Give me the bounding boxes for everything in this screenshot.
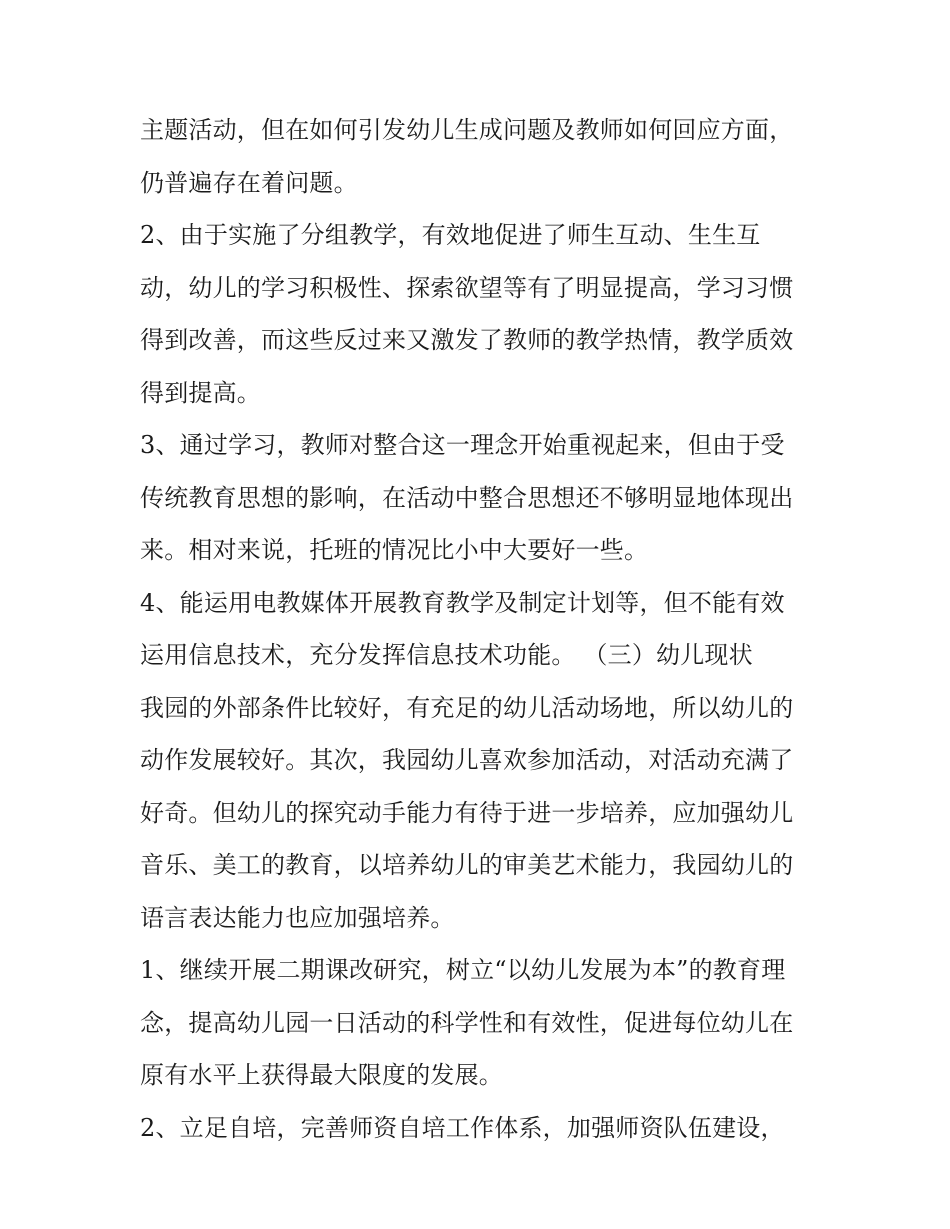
text-line: 语言表达能力也应加强培养。 <box>140 903 455 932</box>
text-line: 念，提高幼儿园一日活动的科学性和有效性，促进每位幼儿在 <box>140 1008 794 1037</box>
text-line: 3、通过学习，教师对整合这一理念开始重视起来，但由于受 <box>140 431 785 459</box>
text-line: 动，幼儿的学习积极性、探索欲望等有了明显提高，学习习惯 <box>140 273 794 302</box>
text-line: 得到改善，而这些反过来又激发了教师的教学热情，教学质效 <box>140 326 794 354</box>
text-line: 传统教育思想的影响，在活动中整合思想还不够明显地体现出 <box>140 483 794 512</box>
text-line: 来。相对来说，托班的情况比小中大要好一些。 <box>140 536 649 564</box>
text-line: 仍普遍存在着问题。 <box>140 168 358 197</box>
text-line: 原有水平上获得最大限度的发展。 <box>140 1061 503 1089</box>
text-line: 我园的外部条件比较好，有充足的幼儿活动场地，所以幼儿的 <box>140 693 794 722</box>
text-line: 动作发展较好。其次，我园幼儿喜欢参加活动，对活动充满了 <box>140 746 794 774</box>
text-line: 音乐、美工的教育，以培养幼儿的审美艺术能力，我园幼儿的 <box>140 851 794 879</box>
body-text <box>140 104 840 1154</box>
text-line: 得到提高。 <box>140 378 261 407</box>
text-line: 1、继续开展二期课改研究，树立“以幼儿发展为本”的教育理 <box>140 956 786 984</box>
text-line: 好奇。但幼儿的探究动手能力有待于进一步培养，应加强幼儿 <box>140 798 794 827</box>
text-line: 2、由于实施了分组教学，有效地促进了师生互动、生生互 <box>140 221 761 249</box>
text-line: 主题活动，但在如何引发幼儿生成问题及教师如何回应方面， <box>140 116 794 144</box>
text-line: 4、能运用电教媒体开展教育教学及制定计划等，但不能有效 <box>140 588 785 617</box>
text-line: 运用信息技术，充分发挥信息技术功能。 （三）幼儿现状 <box>140 641 753 669</box>
text-line: 2、立足自培，完善师资自培工作体系，加强师资队伍建设， <box>140 1113 785 1142</box>
